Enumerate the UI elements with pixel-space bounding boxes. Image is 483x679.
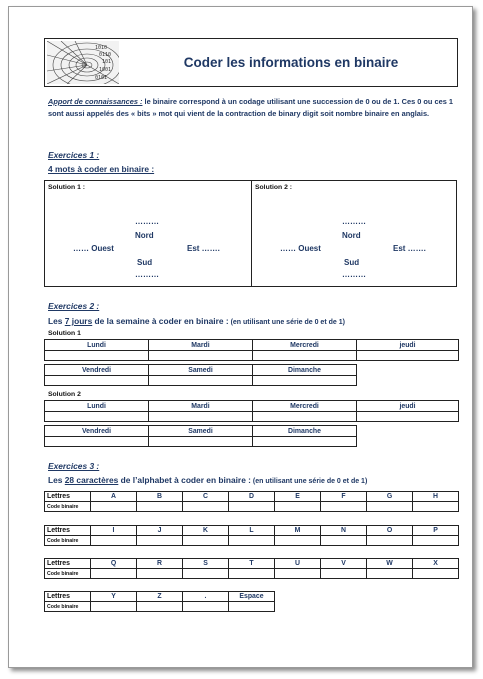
svg-text:1001: 1001 [99,67,112,73]
north-blank-1: ……… [135,217,159,226]
intro-paragraph [48,96,468,121]
answer-cell[interactable] [45,376,149,386]
days-table-2b: Vendredi Samedi Dimanche [44,425,357,447]
answer-cell[interactable] [149,412,253,422]
exercise-3-title: Exercices 3 : [48,461,100,471]
answer-cell[interactable] [253,412,357,422]
north-blank-2: ……… [342,217,366,226]
code-cell[interactable] [229,536,275,546]
answer-cell[interactable] [149,376,253,386]
north-label-2: Nord [342,231,361,240]
exercise-2-title: Exercices 2 : [48,301,100,311]
answer-cell[interactable] [253,351,357,361]
code-cell[interactable] [229,502,275,512]
south-label-2: Sud [344,258,360,267]
exercise-1-box [44,180,457,287]
code-cell[interactable] [137,569,183,579]
exercise-3-subtitle: Les 28 caractères de l’alphabet à coder en binaire : (en utilisant une série de 0 et de 1) [48,475,368,485]
code-cell[interactable] [91,502,137,512]
answer-cell[interactable] [45,437,149,447]
south-blank-1: ……… [135,270,159,279]
code-cell[interactable] [275,536,321,546]
code-cell[interactable] [91,602,137,612]
document-page [8,6,473,668]
binary-tunnel-image [47,41,119,84]
svg-text:0101: 0101 [95,75,108,81]
code-cell[interactable] [275,569,321,579]
west-label-1: …… Ouest [73,244,114,253]
answer-cell[interactable] [149,437,253,447]
ex2-solution-1-label: Solution 1 [48,330,81,337]
north-label-1: Nord [135,231,154,240]
code-cell[interactable] [183,536,229,546]
code-cell[interactable] [321,502,367,512]
code-cell[interactable] [413,536,459,546]
code-cell[interactable] [91,536,137,546]
answer-cell[interactable] [45,412,149,422]
code-cell[interactable] [183,502,229,512]
code-cell[interactable] [321,569,367,579]
days-table-1b: Vendredi Samedi Dimanche [44,364,357,386]
svg-text:0110: 0110 [99,52,112,58]
letters-table-3: Lettres Q R S T U V W X Code binaire [44,558,459,579]
south-blank-2: ……… [342,270,366,279]
days-table-1: Lundi Mardi Mercredi jeudi [44,339,459,361]
exercise-1-subtitle: 4 mots à coder en binaire : [48,164,155,174]
code-cell[interactable] [183,602,229,612]
west-label-2: …… Ouest [280,244,321,253]
code-cell[interactable] [413,502,459,512]
south-label-1: Sud [137,258,153,267]
code-cell[interactable] [229,602,275,612]
code-cell[interactable] [275,502,321,512]
code-cell[interactable] [91,569,137,579]
exercise-2-subtitle: Les 7 jours de la semaine à coder en binaire : (en utilisant une série de 0 et de 1) [48,316,345,326]
svg-text:101: 101 [102,59,112,65]
intro-label: Apport de connaissances : [48,97,143,106]
east-label-2: Est ……. [393,244,426,253]
letters-table-4: Lettres Y Z . Espace Code binaire [44,591,275,612]
solution-1-label: Solution 1 : [48,184,86,191]
answer-cell[interactable] [45,351,149,361]
east-label-1: Est ……. [187,244,220,253]
answer-cell[interactable] [253,437,357,447]
code-cell[interactable] [183,569,229,579]
svg-text:1010: 1010 [95,45,108,51]
answer-cell[interactable] [357,351,459,361]
days-table-2: Lundi Mardi Mercredi jeudi [44,400,459,422]
title-box [44,38,458,87]
code-cell[interactable] [367,536,413,546]
answer-cell[interactable] [253,376,357,386]
code-cell[interactable] [367,502,413,512]
code-cell[interactable] [413,569,459,579]
ex2-solution-2-label: Solution 2 [48,391,81,398]
code-cell[interactable] [321,536,367,546]
intro-text: le binaire correspond à un codage utilisant une succession de 0 ou de 1. Ces 0 ou ces 1 sont aussi appelés des « bits » mot qui vient de la contraction de binary digit soit nombre binaire en anglais. [48,97,453,119]
page-title: Coder les informations en binaire [183,55,399,70]
solution-2-label: Solution 2 : [255,184,293,191]
code-cell[interactable] [229,569,275,579]
answer-cell[interactable] [357,412,459,422]
code-cell[interactable] [367,569,413,579]
code-cell[interactable] [137,536,183,546]
answer-cell[interactable] [149,351,253,361]
letters-table-2: Lettres I J K L M N O P Code binaire [44,525,459,546]
exercise-1-title: Exercices 1 : [48,150,100,160]
code-cell[interactable] [137,602,183,612]
code-cell[interactable] [137,502,183,512]
letters-table-1: Lettres A B C D E F G H Code binaire [44,491,459,512]
